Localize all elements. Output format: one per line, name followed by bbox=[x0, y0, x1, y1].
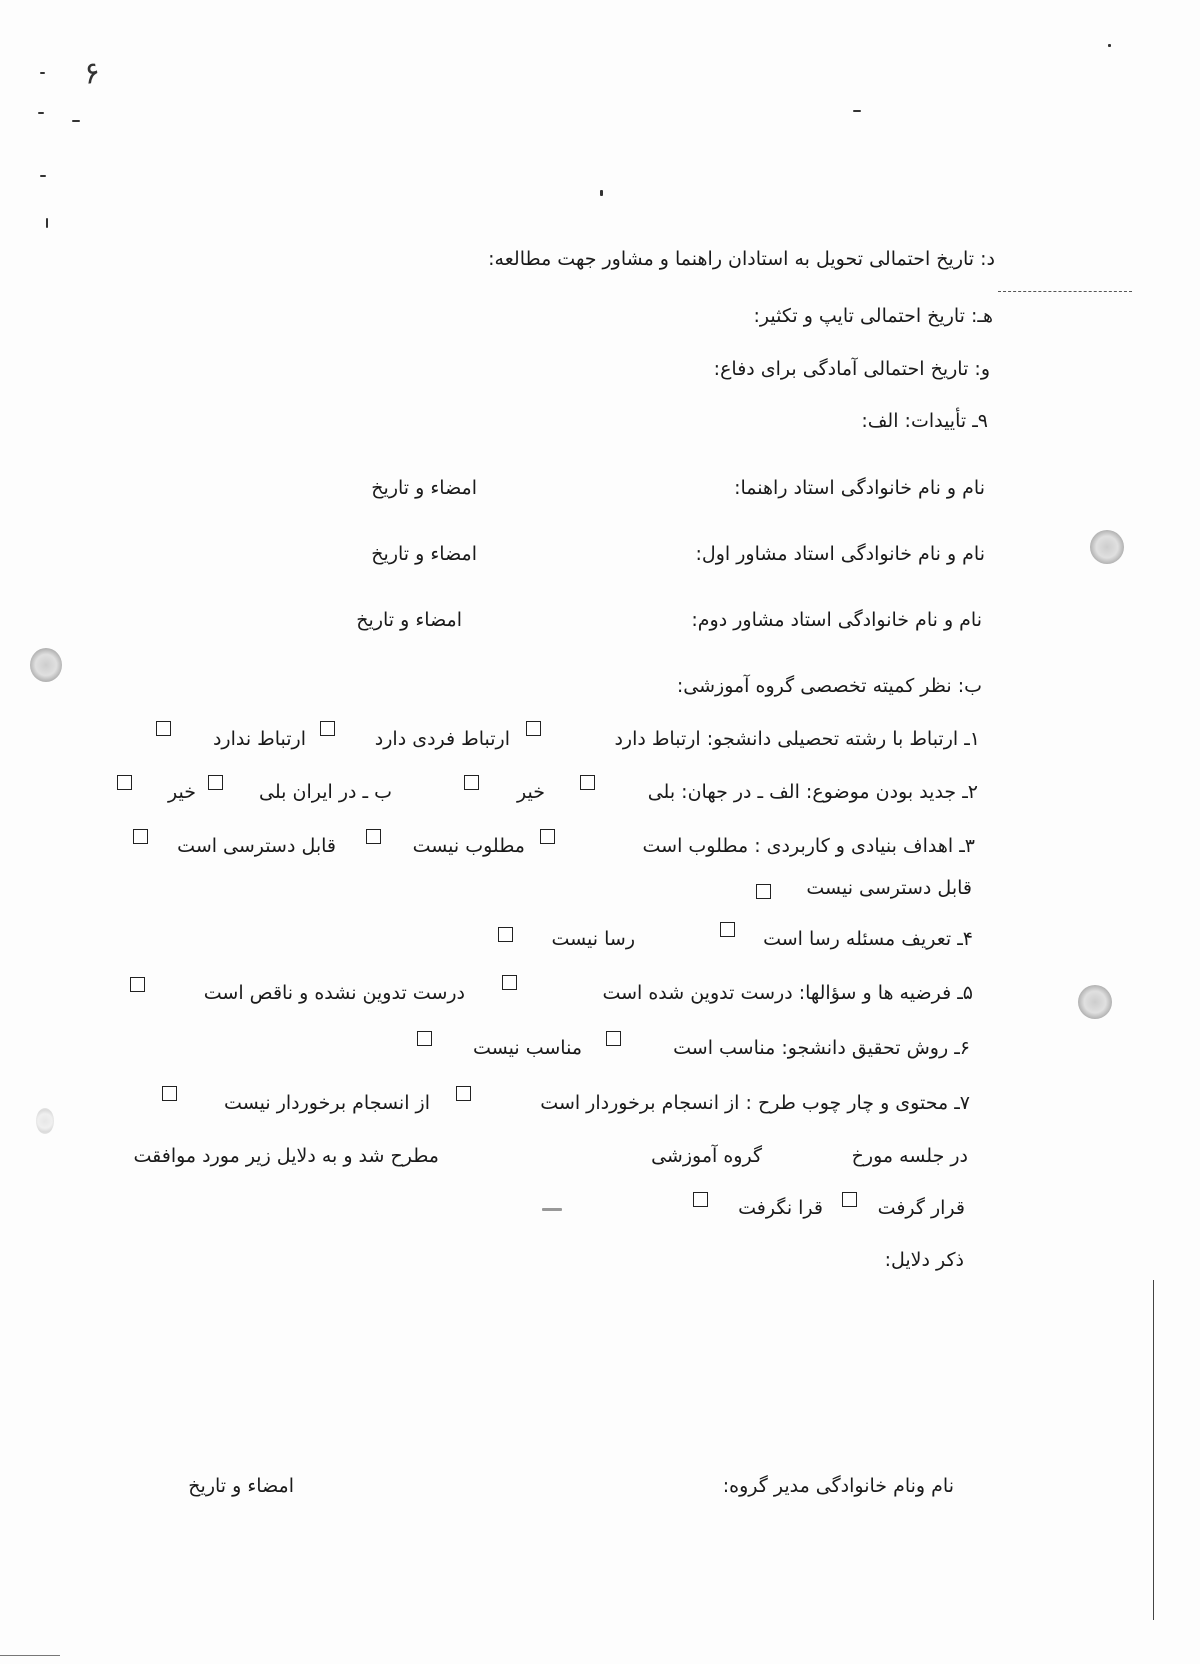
q2-iran-yes-label: ب ـ در ایران بلی bbox=[259, 781, 392, 803]
punch-hole-mark-right-1 bbox=[1090, 530, 1124, 564]
q4-not-clear-checkbox[interactable] bbox=[498, 927, 513, 942]
q3-accessible-checkbox[interactable] bbox=[133, 829, 148, 844]
meeting-proposed-label: مطرح شد و به دلایل زیر مورد موافقت bbox=[133, 1145, 439, 1167]
q4-clear-checkbox[interactable] bbox=[720, 922, 735, 937]
speck bbox=[38, 112, 44, 114]
punch-hole-mark-left bbox=[30, 648, 62, 682]
scan-edge-line bbox=[1153, 1280, 1154, 1620]
page-number: ۶ bbox=[81, 55, 103, 92]
speck bbox=[600, 190, 603, 196]
q3-not-accessible-label: قابل دسترسی نیست bbox=[806, 877, 972, 899]
speck bbox=[1108, 44, 1111, 47]
reasons-label: ذکر دلایل: bbox=[884, 1249, 964, 1271]
q1-related-checkbox[interactable] bbox=[526, 721, 541, 736]
advisor-name-label: نام و نام خانوادگی استاد راهنما: bbox=[734, 477, 985, 499]
group-director-sign-date: امضاء و تاریخ bbox=[188, 1475, 294, 1497]
q1-not-related-checkbox[interactable] bbox=[156, 721, 171, 736]
approvals-heading: ۹ـ تأییدات: الف: bbox=[861, 410, 988, 432]
q2-iran-no-checkbox[interactable] bbox=[117, 775, 132, 790]
q5-incorrect-label: درست تدوین نشده و ناقص است bbox=[203, 982, 465, 1004]
meeting-group-label: گروه آموزشی bbox=[651, 1145, 762, 1167]
consultant2-name-label: نام و نام خانوادگی استاد مشاور دوم: bbox=[691, 609, 982, 631]
scan-dash-line bbox=[998, 291, 1132, 292]
q5-label: ۵ـ فرضیه ها و سؤالها: درست تدوین شده است bbox=[602, 982, 973, 1004]
q2-iran-yes-checkbox[interactable] bbox=[208, 775, 223, 790]
consultant2-sign-date: امضاء و تاریخ bbox=[356, 609, 462, 631]
speck bbox=[853, 110, 861, 112]
defense-date-line: و: تاریخ احتمالی آمادگی برای دفاع: bbox=[713, 358, 990, 380]
q7-label: ۷ـ محتوی و چار چوب طرح : از انسجام برخوردار است bbox=[540, 1092, 970, 1114]
q3-not-desirable-checkbox[interactable] bbox=[366, 829, 381, 844]
meeting-session-label: در جلسه مورخ bbox=[851, 1145, 968, 1167]
accepted-label: قرار گرفت bbox=[877, 1197, 965, 1219]
q1-personal-relation-checkbox[interactable] bbox=[320, 721, 335, 736]
group-director-name-label: نام ونام خانوادگی مدیر گروه: bbox=[722, 1475, 954, 1497]
q3-label: ۳ـ اهداف بنیادی و کاربردی : مطلوب است bbox=[642, 835, 975, 857]
speck bbox=[40, 175, 46, 177]
committee-heading: ب: نظر کمیته تخصصی گروه آموزشی: bbox=[676, 675, 982, 697]
speck bbox=[40, 72, 45, 74]
delivery-date-line: د: تاریخ احتمالی تحویل به استادان راهنما و مشاور جهت مطالعه: bbox=[488, 248, 995, 270]
not-accepted-label: قرا نگرفت bbox=[738, 1197, 823, 1219]
q3-not-accessible-checkbox[interactable] bbox=[756, 884, 771, 899]
q3-accessible-label: قابل دسترسی است bbox=[177, 835, 336, 857]
q2-label: ۲ـ جدید بودن موضوع: الف ـ در جهان: بلی bbox=[647, 781, 978, 803]
q7-not-coherent-checkbox[interactable] bbox=[162, 1086, 177, 1101]
speck bbox=[542, 1208, 562, 1211]
q6-not-suitable-checkbox[interactable] bbox=[417, 1031, 432, 1046]
scan-bottom-line bbox=[0, 1655, 60, 1656]
q4-not-clear-label: رسا نیست bbox=[551, 928, 635, 950]
advisor-sign-date: امضاء و تاریخ bbox=[371, 477, 477, 499]
q1-label: ۱ـ ارتباط با رشته تحصیلی دانشجو: ارتباط دارد bbox=[614, 728, 980, 750]
q7-not-coherent-label: از انسجام برخوردار نیست bbox=[224, 1092, 430, 1114]
speck bbox=[72, 120, 80, 122]
q7-coherent-checkbox[interactable] bbox=[456, 1086, 471, 1101]
punch-hole-mark-left-2 bbox=[36, 1108, 54, 1134]
q4-label: ۴ـ تعریف مسئله رسا است bbox=[763, 928, 973, 950]
q2-iran-no-label: خیر bbox=[168, 781, 196, 803]
speck bbox=[46, 218, 48, 228]
q5-incorrect-checkbox[interactable] bbox=[130, 977, 145, 992]
q3-desirable-checkbox[interactable] bbox=[540, 829, 555, 844]
punch-hole-mark-right-2 bbox=[1078, 985, 1112, 1019]
q2-world-no-checkbox[interactable] bbox=[464, 775, 479, 790]
q2-world-yes-checkbox[interactable] bbox=[580, 775, 595, 790]
not-accepted-checkbox[interactable] bbox=[693, 1192, 708, 1207]
consultant1-sign-date: امضاء و تاریخ bbox=[371, 543, 477, 565]
q2-world-no-label: خیر bbox=[517, 781, 545, 803]
q6-suitable-checkbox[interactable] bbox=[606, 1031, 621, 1046]
q1-not-related-label: ارتباط ندارد bbox=[212, 728, 306, 750]
typing-date-line: هـ: تاریخ احتمالی تایپ و تکثیر: bbox=[753, 305, 993, 327]
q6-label: ۶ـ روش تحقیق دانشجو: مناسب است bbox=[673, 1037, 970, 1059]
accepted-checkbox[interactable] bbox=[842, 1192, 857, 1207]
q3-not-desirable-label: مطلوب نیست bbox=[412, 835, 525, 857]
q1-personal-relation-label: ارتباط فردی دارد bbox=[374, 728, 510, 750]
q5-correct-checkbox[interactable] bbox=[502, 975, 517, 990]
consultant1-name-label: نام و نام خانوادگی استاد مشاور اول: bbox=[695, 543, 985, 565]
q6-not-suitable-label: مناسب نیست bbox=[473, 1037, 582, 1059]
